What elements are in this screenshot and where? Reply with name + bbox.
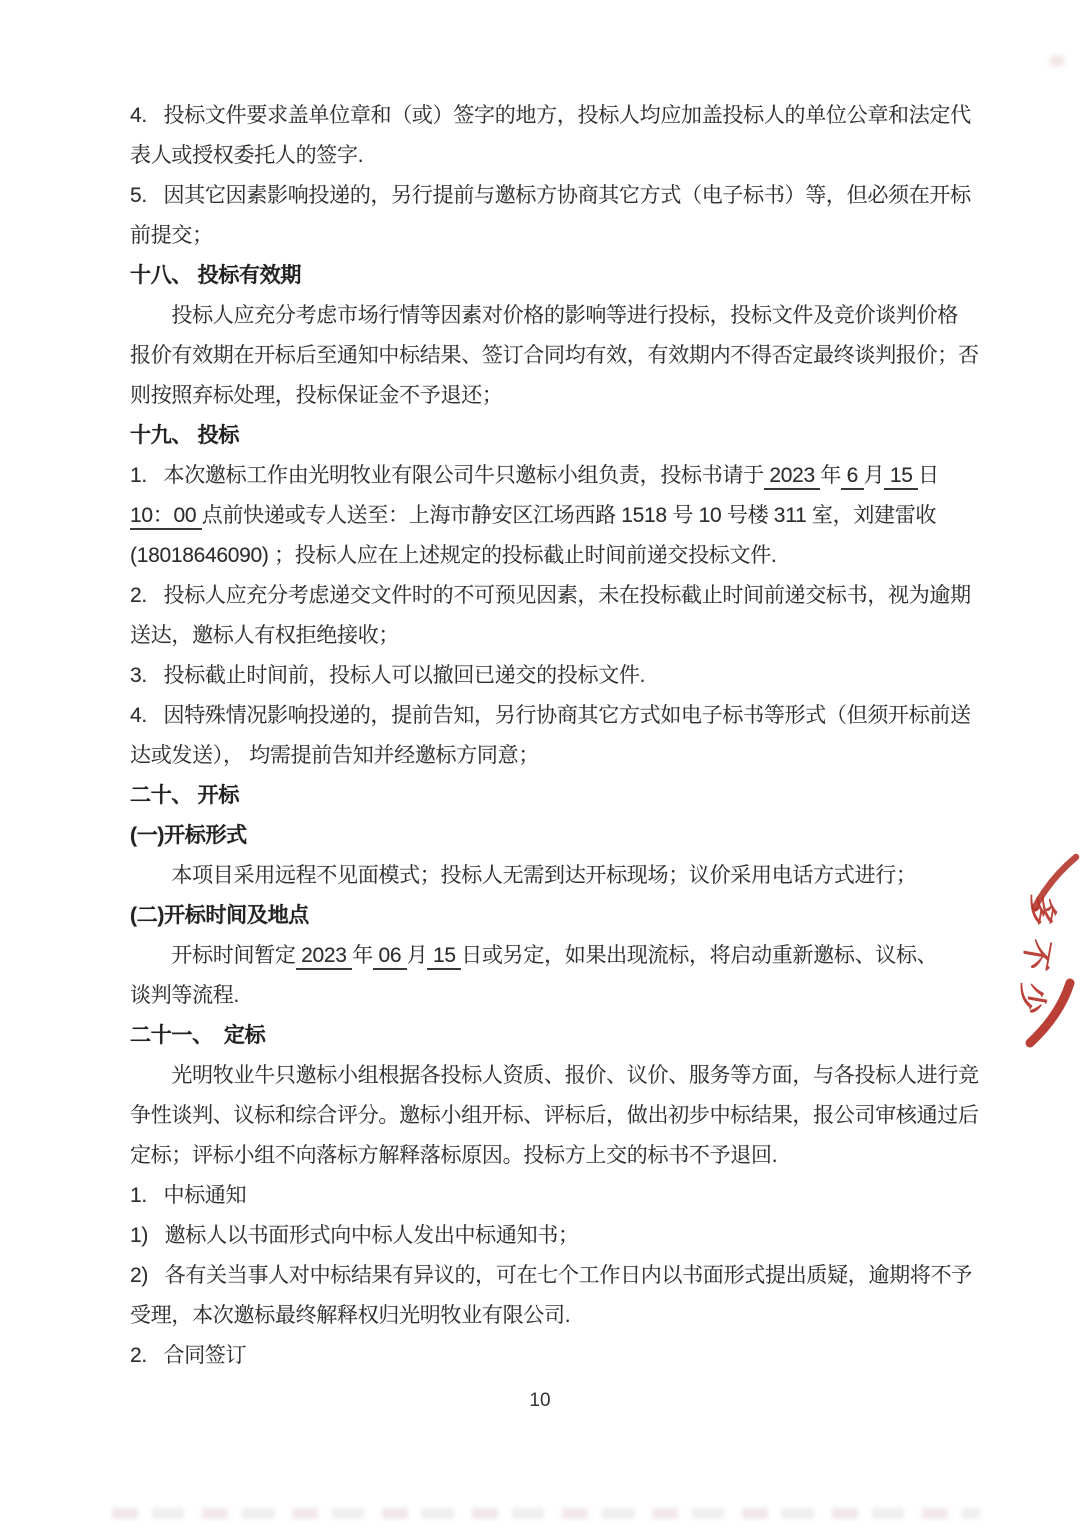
text-line: 1. 本次邀标工作由光明牧业有限公司牛只邀标小组负责，投标书请于 2023 年 6 月 15 日 [130,456,1010,496]
text-line: 开标时间暂定 2023 年 06 月 15 日或另定，如果出现流标，将启动重新邀标、议标、 [130,936,1010,976]
text-line: 送达，邀标人有权拒绝接收； [130,624,400,647]
page-number: 10 [529,1390,551,1411]
text-line: 本项目采用远程不见面模式；投标人无需到达开标现场；议价采用电话方式进行； [130,864,917,887]
text-line: 争性谈判、议标和综合评分。邀标小组开标、评标后，做出初步中标结果，报公司审核通过后 [130,1104,979,1127]
text-line: 受理，本次邀标最终解释权归光明牧业有限公司. [130,1304,571,1327]
text-line: 10：00 点前快递或专人送至：上海市静安区江场西路 1518 号 10 号楼 311 室，刘建雷收 [130,496,1010,536]
next-page-bleed-through [112,1508,980,1519]
stamp-character: 少 [1011,980,1052,1017]
document-body [130,96,1010,1376]
text-line: 定标；评标小组不向落标方解释落标原因。投标方上交的标书不予退回. [130,1144,778,1167]
text-line: 报价有效期在开标后至通知中标结果、签订合同均有效，有效期内不得否定最终谈判报价；否 [130,344,979,367]
text-line: 1. 中标通知 [130,1184,247,1207]
text-line: 2. 投标人应充分考虑递交文件时的不可预见因素，未在投标截止时间前递交标书，视为逾期 [130,584,971,607]
text-line: 达或发送）， 均需提前告知并经邀标方同意； [130,744,540,767]
text-line: (18018646090) ；投标人应在上述规定的投标截止时间前递交投标文件. [130,544,777,567]
heading-line: 十八、 投标有效期 [130,264,302,287]
text-line: 4. 因特殊情况影响投递的，提前告知，另行协商其它方式如电子标书等形式（但须开标前送 [130,704,971,727]
text-line: 投标人应充分考虑市场行情等因素对价格的影响等进行投标，投标文件及竞价谈判价格 [130,304,958,327]
text-line: 4. 投标文件要求盖单位章和（或）签字的地方，投标人均应加盖投标人的单位公章和法定代 [130,104,971,127]
scan-smudge [1050,56,1064,66]
heading-line: (一)开标形式 [130,824,247,847]
text-line: 前提交； [130,224,213,247]
stamp-character: 不 [1016,936,1057,973]
stamp-character: 多 [1021,892,1062,929]
text-line: 2. 合同签订 [130,1344,247,1367]
heading-line: (二)开标时间及地点 [130,904,309,927]
text-line: 光明牧业牛只邀标小组根据各投标人资质、报价、议价、服务等方面，与各投标人进行竞 [130,1064,979,1087]
text-line: 2) 各有关当事人对中标结果有异议的，可在七个工作日内以书面形式提出质疑，逾期将不予 [130,1264,972,1287]
text-line: 谈判等流程. [130,984,240,1007]
heading-line: 二十一、 定标 [130,1024,266,1047]
text-line: 3. 投标截止时间前，投标人可以撤回已递交的投标文件. [130,664,646,687]
text-line: 表人或授权委托人的签字. [130,144,364,167]
heading-line: 十九、 投标 [130,424,240,447]
red-stamp-annotation [988,845,1080,1103]
text-line: 5. 因其它因素影响投递的，另行提前与邀标方协商其它方式（电子标书）等，但必须在开标 [130,184,971,207]
text-line: 1) 邀标人以书面形式向中标人发出中标通知书； [130,1224,579,1247]
heading-line: 二十、 开标 [130,784,240,807]
text-line: 则按照弃标处理，投标保证金不予退还； [130,384,503,407]
stamp-strokes [988,845,1080,1103]
